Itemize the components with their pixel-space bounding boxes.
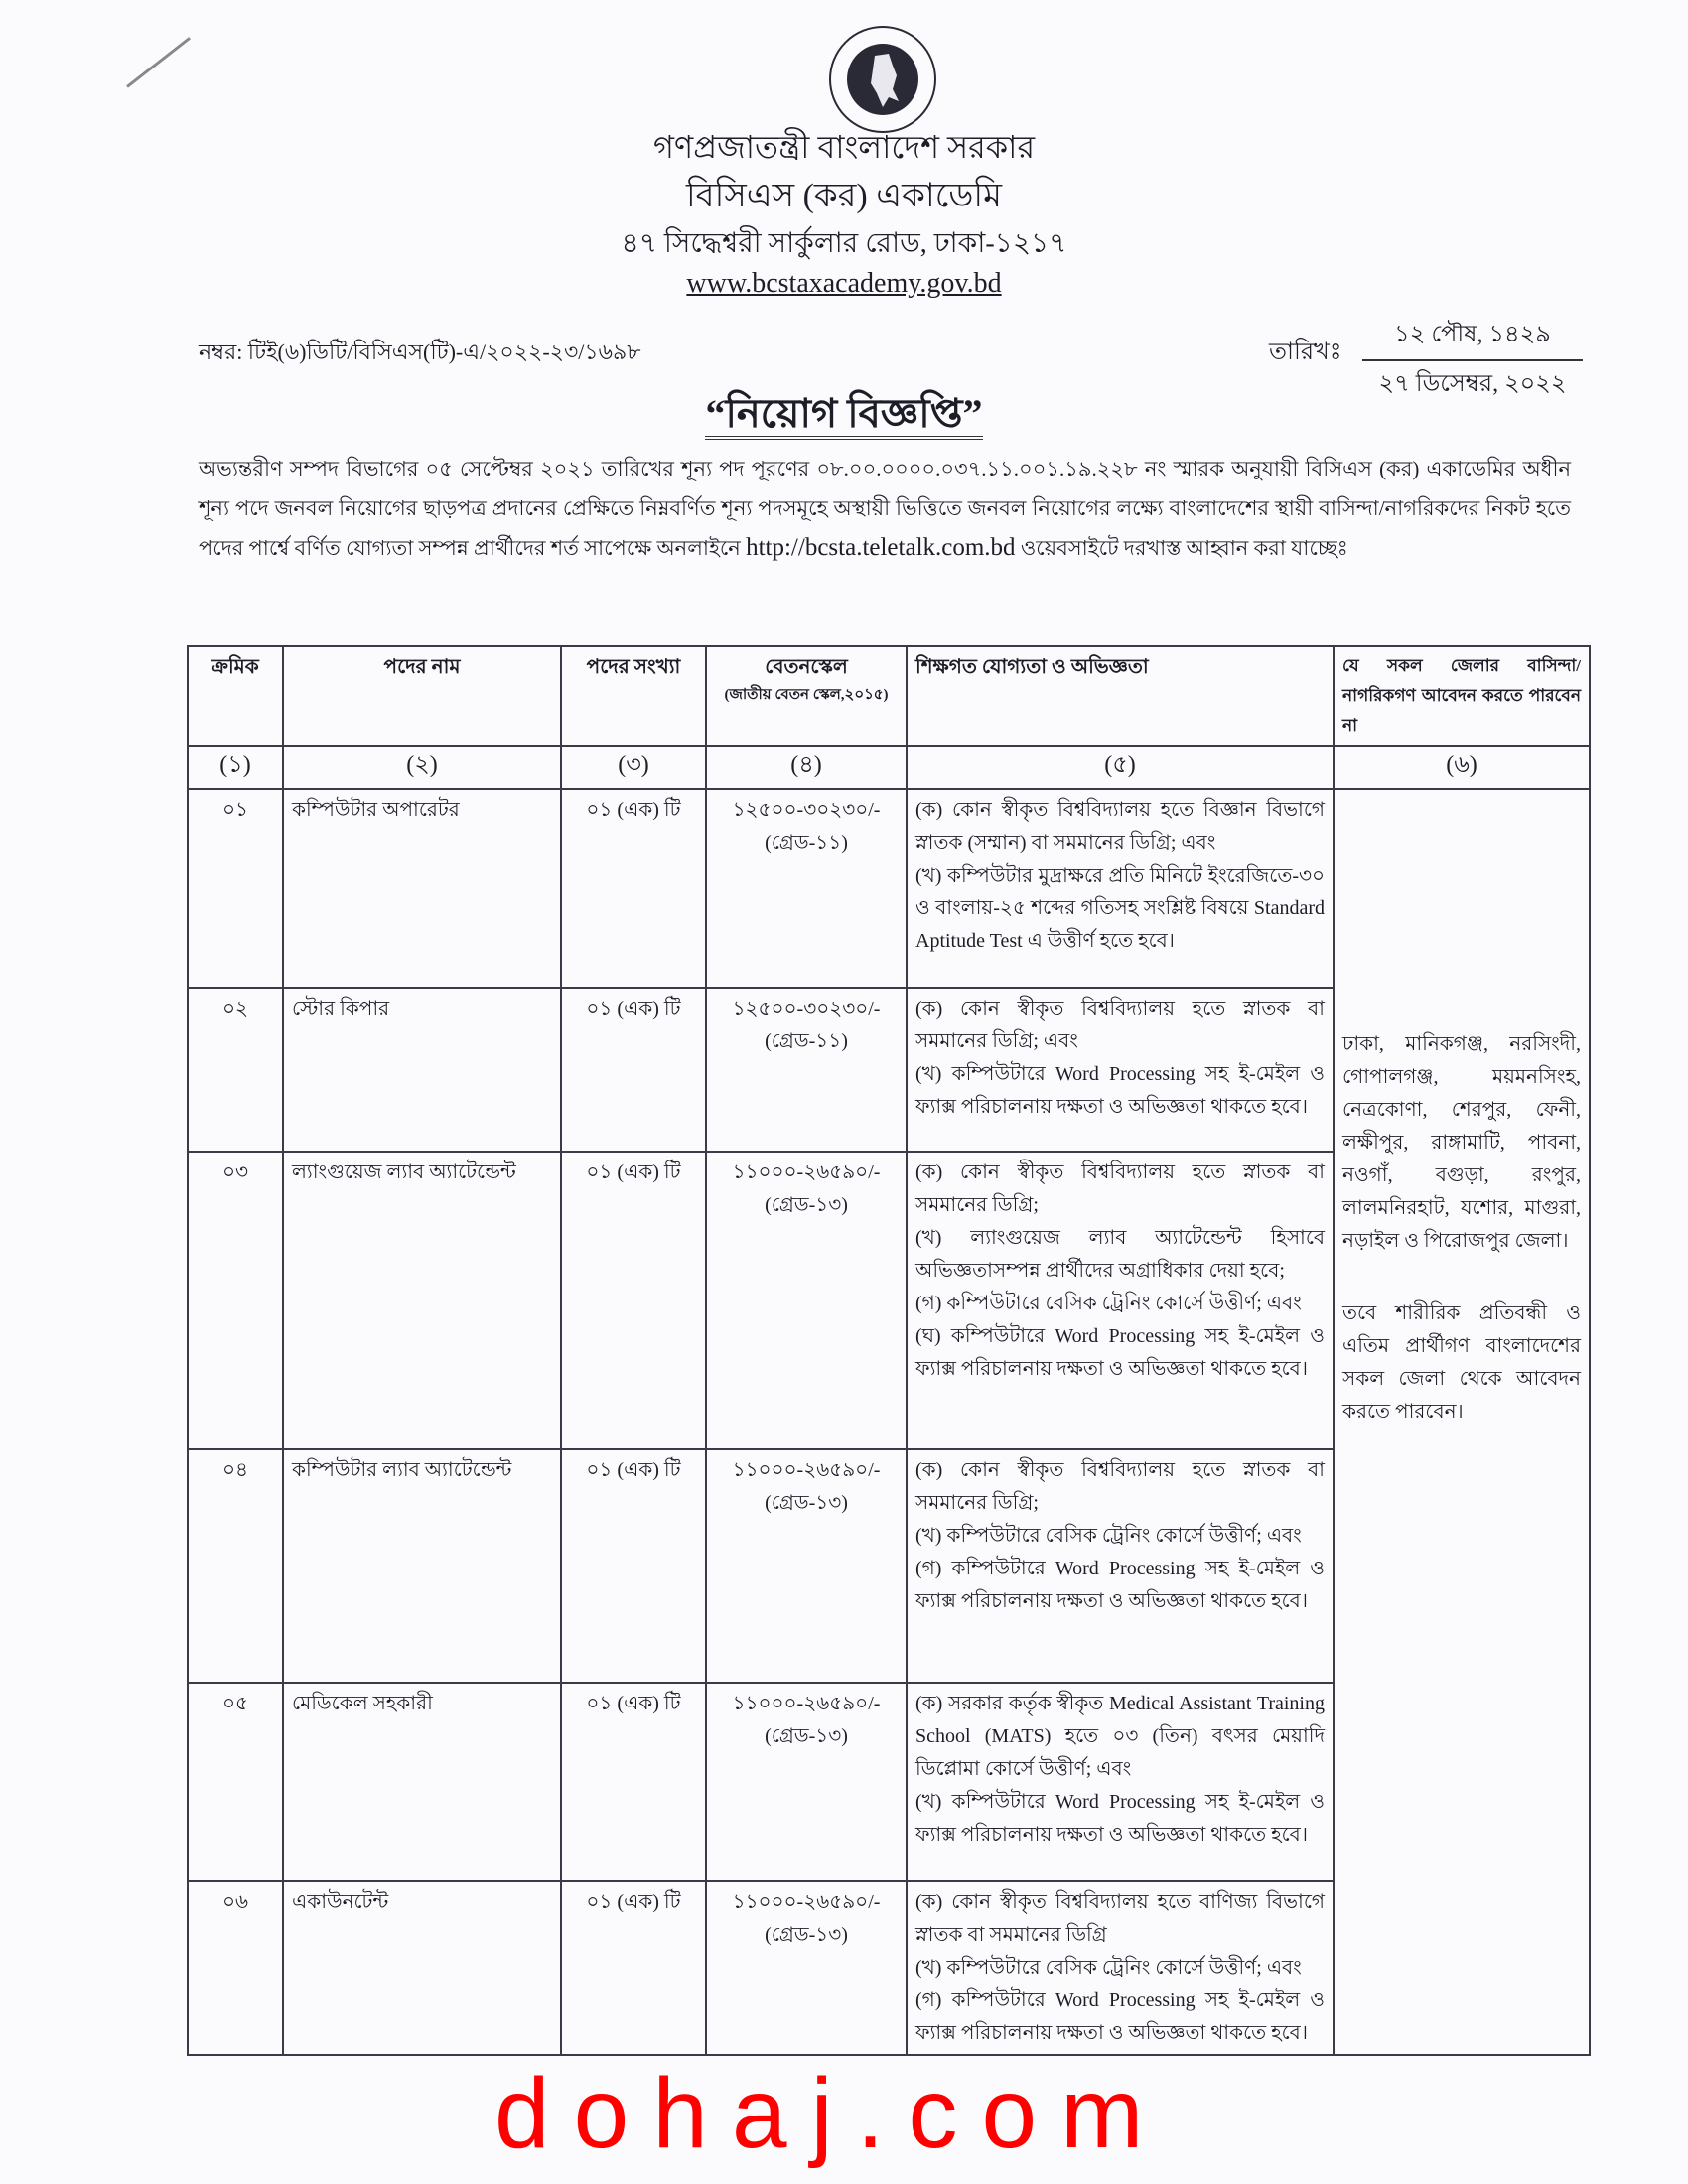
post-count: ০১ (এক) টি — [586, 1891, 681, 1913]
qualification-item: (গ) কম্পিউটারে Word Processing সহ ই-মেইল ও ফ্যাক্স পরিচালনায় দক্ষতা ও অভিজ্ঞতা থাকতে হবে। — [915, 1989, 1325, 2044]
intro-text: অভ্যন্তরীণ সম্পদ বিভাগের ০৫ সেপ্টেম্বর ২০২১ তারিখের শূন্য পদ পূরণের ০৮.০০.০০০০.০৩৭.১১.০০১.১৯.২২৮ নং স্মারক অনুযায়ী বিসিএস (কর) একাডেমির অধীন শূন্য পদে জনবল নিয়োগের ছাড়পত্র প্রদানের প্রেক্ষিতে নিম্নবর্ণিত শূন্য পদসমূহে অস্থায়ী ভিত্তিতে জনবল নিয়োগের লক্ষ্যে বাংলাদেশের স্থায়ী বাসিন্দা/নাগরিকদের নিকট হতে পদের পার্শ্বে বর্ণিত যোগ্যতা সম্পন্ন প্রার্থীদের শর্ত সাপেক্ষে অনলাইনে — [199, 457, 1571, 560]
grade: (গ্রেড-১৩) — [765, 1492, 848, 1514]
count-cell — [561, 1449, 706, 1683]
serial: ০২ — [221, 998, 248, 1020]
scale-cell — [706, 1881, 907, 2055]
serial: ০৪ — [222, 1459, 248, 1481]
grade: (গ্রেড-১৩) — [765, 1725, 848, 1747]
column-number: (৩) — [561, 746, 706, 789]
qualification-cell — [907, 1683, 1334, 1881]
count-cell — [561, 1152, 706, 1449]
qualification-cell — [907, 1449, 1334, 1683]
column-number: (৬) — [1334, 746, 1590, 789]
count-cell — [561, 1881, 706, 2055]
qualification-item: (গ) কম্পিউটারে বেসিক ট্রেনিং কোর্সে উত্তীর্ণ; এবং — [915, 1293, 1302, 1314]
scale-cell — [706, 1449, 907, 1683]
scale-cell — [706, 789, 907, 988]
organization-name: বিসিএস (কর) একাডেমি — [685, 178, 1003, 214]
serial-cell — [188, 1683, 283, 1881]
qualification-item: (ক) সরকার কর্তৃক স্বীকৃত Medical Assistant Training School (MATS) হতে ০৩ (তিন) বৎসর মেয়াদি ডিপ্লোমা কোর্সে উত্তীর্ণ; এবং — [915, 1693, 1325, 1780]
post-cell — [283, 1152, 561, 1449]
qualification-item: (ঘ) কম্পিউটারে Word Processing সহ ই-মেইল ও ফ্যাক্স পরিচালনায় দক্ষতা ও অভিজ্ঞতা থাকতে হবে। — [915, 1325, 1325, 1380]
qualification-item: (ক) কোন স্বীকৃত বিশ্ববিদ্যালয় হতে বিজ্ঞান বিভাগে স্নাতক (সম্মান) বা সমমানের ডিগ্রি; এবং — [915, 799, 1325, 854]
qualification-item: (ক) কোন স্বীকৃত বিশ্ববিদ্যালয় হতে বাণিজ্য বিভাগে স্নাতক বা সমমানের ডিগ্রি — [915, 1891, 1325, 1946]
header-count: পদের সংখ্যা — [561, 646, 706, 746]
qualification-item: (খ) কম্পিউটারে বেসিক ট্রেনিং কোর্সে উত্তীর্ণ; এবং — [915, 1525, 1302, 1547]
header-excluded-districts: যে সকল জেলার বাসিন্দা/নাগরিকগণ আবেদন করতে পারবেন না — [1334, 646, 1590, 746]
excluded-districts-cell — [1334, 789, 1590, 2055]
count-cell — [561, 988, 706, 1152]
post-cell — [283, 1449, 561, 1683]
serial-cell — [188, 988, 283, 1152]
serial-cell — [188, 1152, 283, 1449]
count-cell — [561, 1683, 706, 1881]
post-name: একাউনটেন্ট — [292, 1891, 389, 1913]
exception-note: তবে শারীরিক প্রতিবন্ধী ও এতিম প্রার্থীগণ বাংলাদেশের সকল জেলা থেকে আবেদন করতে পারবেন। — [1342, 1302, 1581, 1423]
column-number-row — [188, 746, 1590, 789]
post-cell — [283, 1881, 561, 2055]
post-name: ল্যাংগুয়েজ ল্যাব অ্যাটেন্ডেন্ট — [292, 1161, 516, 1183]
grade: (গ্রেড-১৩) — [765, 1194, 848, 1216]
application-link[interactable]: http://bcsta.teletalk.com.bd — [746, 534, 1016, 561]
qualification-item: (খ) ল্যাংগুয়েজ ল্যাব অ্যাটেন্ডেন্ট হিসাবে অভিজ্ঞতাসম্পন্ন প্রার্থীদের অগ্রাধিকার দেয়া হবে; — [915, 1227, 1325, 1282]
column-number: (৫) — [907, 746, 1334, 789]
table-row — [188, 789, 1590, 988]
header-scale — [706, 646, 907, 746]
post-count: ০১ (এক) টি — [586, 998, 681, 1020]
column-number: (৪) — [706, 746, 907, 789]
post-count: ০১ (এক) টি — [586, 1693, 681, 1714]
post-name: কম্পিউটার অপারেটর — [292, 799, 460, 821]
qualification-cell — [907, 1881, 1334, 2055]
date-gregorian: ২৭ ডিসেম্বর, ২০২২ — [1378, 371, 1567, 397]
qualification-item: (খ) কম্পিউটারে Word Processing সহ ই-মেইল ও ফ্যাক্স পরিচালনায় দক্ষতা ও অভিজ্ঞতা থাকতে হবে। — [915, 1063, 1325, 1118]
grade: (গ্রেড-১৩) — [765, 1924, 848, 1946]
qualification-item: (খ) কম্পিউটার মুদ্রাক্ষরে প্রতি মিনিটে ইংরেজিতে-৩০ ও বাংলায়-২৫ শব্দের গতিসহ সংশ্লিষ্ট বিষয়ে Standard Aptitude Test এ উত্তীর্ণ হতে হবে। — [915, 865, 1325, 952]
post-name: মেডিকেল সহকারী — [292, 1693, 433, 1714]
grade: (গ্রেড-১১) — [765, 1030, 848, 1052]
header-scale-label: বেতনস্কেল — [765, 656, 848, 678]
header-qualification: শিক্ষগত যোগ্যতা ও অভিজ্ঞতা — [907, 646, 1334, 746]
column-number: (১) — [188, 746, 283, 789]
notice-title — [0, 389, 1688, 439]
post-count: ০১ (এক) টি — [586, 1459, 681, 1481]
scale-cell — [706, 1152, 907, 1449]
serial-cell — [188, 789, 283, 988]
qualification-item: (ক) কোন স্বীকৃত বিশ্ববিদ্যালয় হতে স্নাতক বা সমমানের ডিগ্রি; — [915, 1161, 1325, 1216]
scale-cell — [706, 988, 907, 1152]
qualification-item: (খ) কম্পিউটারে Word Processing সহ ই-মেইল ও ফ্যাক্স পরিচালনায় দক্ষতা ও অভিজ্ঞতা থাকতে হবে। — [915, 1791, 1325, 1845]
header-post: পদের নাম — [283, 646, 561, 746]
intro-suffix: ওয়েবসাইটে দরখাস্ত আহ্বান করা যাচ্ছেঃ — [1020, 536, 1348, 560]
qualification-cell — [907, 1152, 1334, 1449]
government-seal-icon — [827, 24, 938, 135]
vacancy-table — [187, 645, 1591, 2056]
serial: ০৫ — [222, 1693, 248, 1714]
salary-scale: ১১০০০-২৬৫৯০/- — [732, 1459, 881, 1481]
salary-scale: ১১০০০-২৬৫৯০/- — [732, 1693, 881, 1714]
salary-scale: ১১০০০-২৬৫৯০/- — [732, 1891, 881, 1913]
qualification-item: (ক) কোন স্বীকৃত বিশ্ববিদ্যালয় হতে স্নাতক বা সমমানের ডিগ্রি; — [915, 1459, 1325, 1514]
salary-scale: ১২৫০০-৩০২৩০/- — [732, 799, 881, 821]
qualification-cell — [907, 789, 1334, 988]
column-number: (২) — [283, 746, 561, 789]
qualification-cell — [907, 988, 1334, 1152]
website-link[interactable]: www.bcstaxacademy.gov.bd — [686, 268, 1002, 299]
post-name: কম্পিউটার ল্যাব অ্যাটেন্ডেন্ট — [292, 1459, 512, 1481]
intro-paragraph — [199, 449, 1571, 568]
notice-title-text: “নিয়োগ বিজ্ঞপ্তি” — [705, 391, 982, 440]
memo-number: নম্বর: টিই(৬)ডিটি/বিসিএস(টি)-এ/২০২২-২৩/১৬৯৮ — [199, 340, 641, 364]
date-bangla: ১২ পৌষ, ১৪২৯ — [1362, 316, 1583, 361]
scan-mark — [126, 37, 191, 88]
watermark: dohaj.com — [494, 2058, 1168, 2169]
date-label: তারিখঃ — [1269, 340, 1342, 365]
serial-cell — [188, 1449, 283, 1683]
salary-scale: ১১০০০-২৬৫৯০/- — [732, 1161, 881, 1183]
serial: ০৩ — [221, 1161, 248, 1183]
post-count: ০১ (এক) টি — [586, 1161, 681, 1183]
post-cell — [283, 1683, 561, 1881]
qualification-item: (খ) কম্পিউটারে বেসিক ট্রেনিং কোর্সে উত্তীর্ণ; এবং — [915, 1957, 1302, 1979]
qualification-item: (ক) কোন স্বীকৃত বিশ্ববিদ্যালয় হতে স্নাতক বা সমমানের ডিগ্রি; এবং — [915, 998, 1325, 1052]
serial: ০৬ — [221, 1891, 248, 1913]
qualification-item: (গ) কম্পিউটারে Word Processing সহ ই-মেইল ও ফ্যাক্স পরিচালনায় দক্ষতা ও অভিজ্ঞতা থাকতে হবে। — [915, 1558, 1325, 1612]
serial: ০১ — [222, 799, 248, 821]
header-serial: ক্রমিক — [188, 646, 283, 746]
address: ৪৭ সিদ্ধেশ্বরী সার্কুলার রোড, ঢাকা-১২১৭ — [621, 228, 1067, 259]
post-count: ০১ (এক) টি — [586, 799, 681, 821]
post-name: স্টোর কিপার — [292, 998, 390, 1020]
header-scale-sub: (জাতীয় বেতন স্কেল,২০১৫) — [724, 687, 889, 703]
post-cell — [283, 988, 561, 1152]
count-cell — [561, 789, 706, 988]
government-name: গণপ্রজাতন্ত্রী বাংলাদেশ সরকার — [652, 129, 1036, 165]
table-header-row — [188, 646, 1590, 746]
excluded-districts: ঢাকা, মানিকগঞ্জ, নরসিংদী, গোপালগঞ্জ, ময়মনসিংহ, নেত্রকোণা, শেরপুর, ফেনী, লক্ষীপুর, রাঙ্গামাটি, পাবনা, নওগাঁ, বগুড়া, রংপুর, লালমনিরহাট, যশোর, মাগুরা, নড়াইল ও পিরোজপুর জেলা। — [1342, 1033, 1581, 1252]
grade: (গ্রেড-১১) — [765, 832, 848, 854]
salary-scale: ১২৫০০-৩০২৩০/- — [732, 998, 881, 1020]
scale-cell — [706, 1683, 907, 1881]
serial-cell — [188, 1881, 283, 2055]
post-cell — [283, 789, 561, 988]
